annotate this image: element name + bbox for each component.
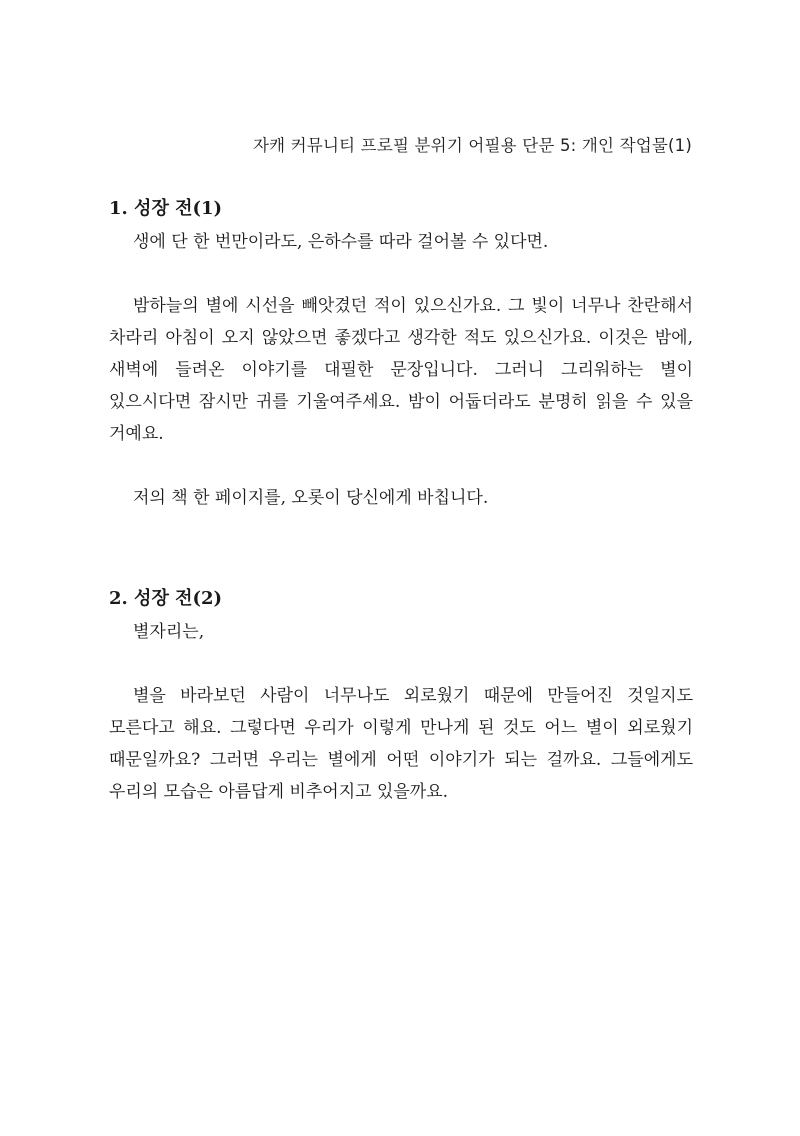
document-header: 자캐 커뮤니티 프로필 분위기 어필용 단문 5: 개인 작업물(1)	[252, 136, 692, 155]
paragraph: 별자리는,	[133, 622, 205, 642]
paragraph: 밤하늘의 별에 시선을 빼앗겼던 적이 있으신가요. 그 빛이 너무나 찬란해서 차라리 아침이 오지 않았으면 좋겠다고 생각한 적도 있으신가요. 이것은 밤에, 새벽에 들려온 이야기를 대필한 문장입니다. 그러니 그리워하는 별이 있으시다면 잠시만 귀를 기울여주세요. 밤이 어둡더라도 분명히 읽을 수 있을 거예요.	[109, 296, 693, 444]
paragraph: 별을 바라보던 사람이 너무나도 외로웠기 때문에 만들어진 것일지도 모른다고 해요. 그렇다면 우리가 이렇게 만나게 된 것도 어느 별이 외로웠기 때문일까요? 그러면 우리는 별에게 어떤 이야기가 되는 걸까요. 그들에게도 우리의 모습은 아름답게 비추어지고 있을까요.	[109, 686, 693, 802]
section-2	[109, 584, 693, 808]
paragraph: 생에 단 한 번만이라도, 은하수를 따라 걸어볼 수 있다면.	[133, 232, 549, 252]
section-heading: 2. 성장 전(2)	[109, 588, 223, 609]
section-1	[109, 194, 693, 514]
paragraph: 저의 책 한 페이지를, 오롯이 당신에게 바칩니다.	[133, 488, 489, 508]
paragraph-gap	[109, 258, 693, 290]
section-heading: 1. 성장 전(1)	[109, 198, 223, 219]
paragraph-gap	[109, 450, 693, 482]
paragraph-gap	[109, 648, 693, 680]
